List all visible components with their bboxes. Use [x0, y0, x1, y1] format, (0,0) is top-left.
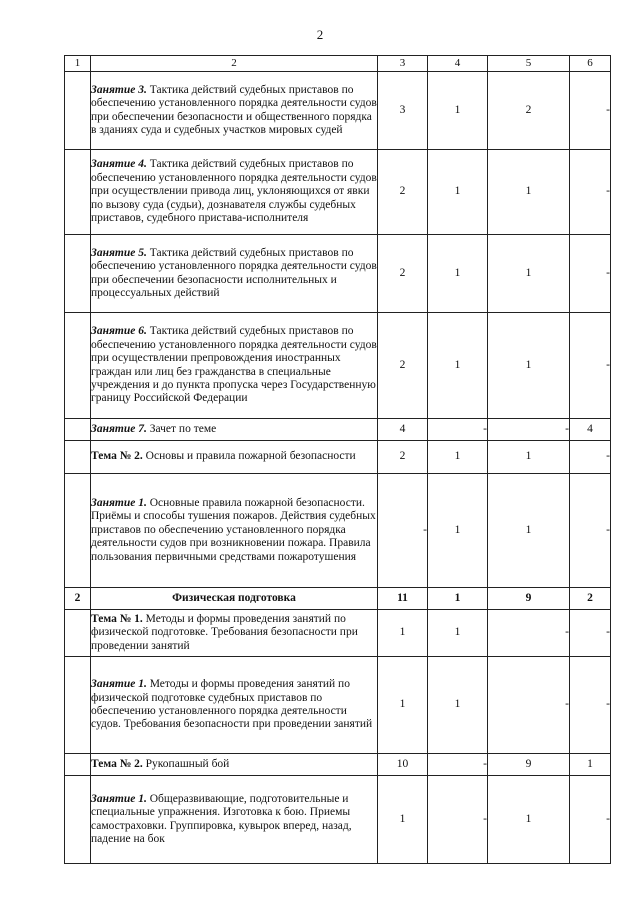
- hours-cell: 1: [428, 610, 488, 657]
- lesson-label: Занятие 4.: [91, 158, 147, 171]
- hours-cell: -: [570, 441, 611, 474]
- row-description: Тактика действий судебных приставов по обеспечению установленного порядка деятельности судов при обеспечении безопасности и общественного порядка в зданиях суда и судебных участков мировых судей: [91, 83, 377, 136]
- row-number-cell: [65, 150, 91, 235]
- lesson-label: Занятие 1.: [91, 792, 147, 805]
- row-text-cell: [91, 72, 378, 150]
- row-text-cell: [91, 610, 378, 657]
- hours-cell: 1: [428, 150, 488, 235]
- topic-row: [65, 441, 611, 474]
- lesson-label: Занятие 7.: [91, 422, 147, 435]
- hours-cell: 1: [378, 776, 428, 864]
- hours-cell: 2: [488, 72, 570, 150]
- row-text-cell: [91, 776, 378, 864]
- row-text-cell: [91, 441, 378, 474]
- lesson-row: [65, 776, 611, 864]
- row-description: Зачет по теме: [149, 422, 217, 435]
- row-number-cell: [65, 610, 91, 657]
- lesson-row: [65, 419, 611, 441]
- header-cell: 3: [378, 56, 428, 72]
- header-cell: 1: [65, 56, 91, 72]
- row-number-cell: [65, 235, 91, 313]
- hours-cell: 1: [428, 313, 488, 419]
- hours-cell: -: [428, 776, 488, 864]
- hours-cell: -: [488, 419, 570, 441]
- section-row: [65, 588, 611, 610]
- row-description: Методы и формы проведения занятий по физической подготовке. Требования безопасности при проведении занятий: [91, 612, 358, 652]
- hours-cell: 2: [378, 235, 428, 313]
- row-text-cell: [91, 657, 378, 754]
- lesson-row: [65, 72, 611, 150]
- hours-cell: 1: [378, 657, 428, 754]
- hours-cell: 1: [428, 588, 488, 610]
- hours-cell: 1: [488, 313, 570, 419]
- row-text-cell: [91, 313, 378, 419]
- row-text-cell: [91, 150, 378, 235]
- row-text-cell: [91, 754, 378, 776]
- hours-cell: 9: [488, 588, 570, 610]
- lesson-label: Занятие 1.: [91, 678, 147, 691]
- table-header-row: [65, 56, 611, 72]
- lesson-label: Занятие 3.: [91, 83, 147, 96]
- row-description: Общеразвивающие, подготовительные и специальные упражнения. Изготовка к бою. Приемы самостраховки. Группировка, кувырок вперед, назад, падение на бок: [91, 792, 352, 845]
- curriculum-table: [64, 55, 611, 864]
- topic-row: [65, 754, 611, 776]
- hours-cell: -: [570, 235, 611, 313]
- lesson-label: Занятие 6.: [91, 325, 147, 338]
- lesson-label: Занятие 1.: [91, 496, 147, 509]
- row-number-cell: [65, 441, 91, 474]
- row-number-cell: [65, 313, 91, 419]
- row-number-cell: [65, 754, 91, 776]
- hours-cell: -: [378, 474, 428, 588]
- hours-cell: 2: [378, 441, 428, 474]
- hours-cell: -: [570, 610, 611, 657]
- hours-cell: 1: [488, 150, 570, 235]
- hours-cell: -: [570, 313, 611, 419]
- hours-cell: 1: [428, 441, 488, 474]
- hours-cell: 9: [488, 754, 570, 776]
- header-cell: 4: [428, 56, 488, 72]
- hours-cell: 1: [428, 657, 488, 754]
- hours-cell: -: [488, 610, 570, 657]
- row-number-cell: 2: [65, 588, 91, 610]
- hours-cell: 2: [378, 150, 428, 235]
- row-number-cell: [65, 72, 91, 150]
- hours-cell: 1: [488, 235, 570, 313]
- hours-cell: 2: [378, 313, 428, 419]
- row-text-cell: [91, 419, 378, 441]
- hours-cell: 1: [570, 754, 611, 776]
- row-number-cell: [65, 776, 91, 864]
- row-text-cell: [91, 474, 378, 588]
- lesson-row: [65, 657, 611, 754]
- hours-cell: 10: [378, 754, 428, 776]
- hours-cell: -: [570, 150, 611, 235]
- hours-cell: -: [570, 72, 611, 150]
- lesson-row: [65, 235, 611, 313]
- hours-cell: 4: [378, 419, 428, 441]
- row-number-cell: [65, 474, 91, 588]
- row-description: Основы и правила пожарной безопасности: [145, 450, 356, 463]
- page-number: 2: [316, 27, 324, 42]
- row-description: Методы и формы проведения занятий по физической подготовке судебных приставов по обеспечению установленного порядка деятельности судов. Требования безопасности при проведении занятий: [91, 678, 373, 731]
- topic-label: Тема № 1.: [91, 612, 143, 625]
- row-text-cell: [91, 235, 378, 313]
- row-description: Рукопашный бой: [145, 757, 230, 770]
- topic-label: Тема № 2.: [91, 757, 143, 770]
- hours-cell: 1: [428, 474, 488, 588]
- hours-cell: 11: [378, 588, 428, 610]
- lesson-label: Занятие 5.: [91, 246, 147, 259]
- hours-cell: 1: [378, 610, 428, 657]
- lesson-row: [65, 313, 611, 419]
- header-cell: 2: [91, 56, 378, 72]
- hours-cell: -: [428, 419, 488, 441]
- row-number-cell: [65, 419, 91, 441]
- row-description: Основные правила пожарной безопасности. Приёмы и способы тушения пожаров. Действия судебных приставов по обеспечению установленного порядка деятельности судов при возникновении пожара. Правила пользования первичными средствами пожаротушения: [91, 496, 376, 563]
- row-description: Тактика действий судебных приставов по обеспечению установленного порядка деятельности судов при обеспечении безопасности исполнительных и процессуальных действий: [91, 246, 377, 299]
- hours-cell: 1: [488, 776, 570, 864]
- lesson-row: [65, 474, 611, 588]
- header-cell: 6: [570, 56, 611, 72]
- hours-cell: 1: [428, 235, 488, 313]
- hours-cell: -: [570, 657, 611, 754]
- row-description: Тактика действий судебных приставов по обеспечению установленного порядка деятельности судов при осуществлении привода лиц, уклоняющихся от явки по вызову суда (судьи), дознавателя службы судебных приставов, судебного пристава-исполнителя: [91, 158, 377, 225]
- hours-cell: -: [570, 776, 611, 864]
- hours-cell: 2: [570, 588, 611, 610]
- topic-row: [65, 610, 611, 657]
- topic-label: Тема № 2.: [91, 450, 143, 463]
- row-number-cell: [65, 657, 91, 754]
- hours-cell: -: [570, 474, 611, 588]
- hours-cell: 3: [378, 72, 428, 150]
- row-description: Тактика действий судебных приставов по обеспечению установленного порядка деятельности судов при осуществлении препровождения иностранных граждан или лиц без гражданства в специальные учреждения и до пункта пропуска через Государственную границу Российской Федерации: [91, 325, 377, 405]
- lesson-row: [65, 150, 611, 235]
- header-cell: 5: [488, 56, 570, 72]
- hours-cell: 4: [570, 419, 611, 441]
- hours-cell: -: [428, 754, 488, 776]
- hours-cell: 1: [428, 72, 488, 150]
- hours-cell: -: [488, 657, 570, 754]
- hours-cell: 1: [488, 474, 570, 588]
- hours-cell: 1: [488, 441, 570, 474]
- section-title: Физическая подготовка: [91, 588, 378, 610]
